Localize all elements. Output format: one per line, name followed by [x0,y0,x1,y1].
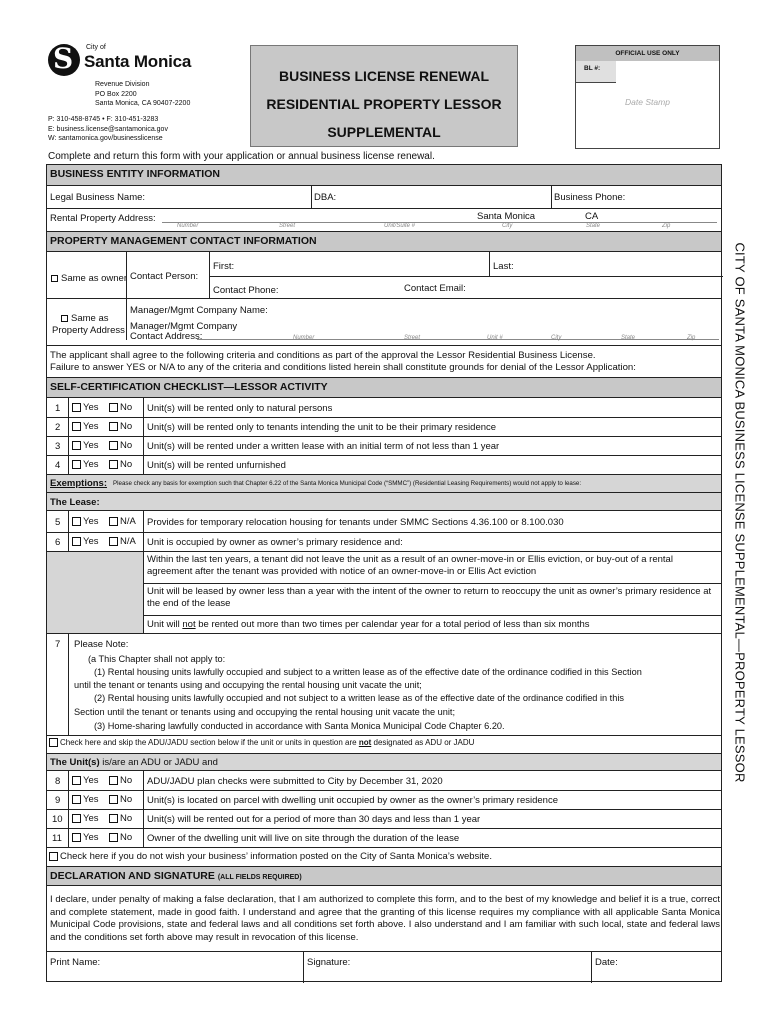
item5-na-checkbox[interactable]: N/A [109,516,136,527]
legal-name-field[interactable]: Legal Business Name: [50,192,146,203]
signature-field[interactable]: Signature: [307,957,351,968]
logo-name: Santa Monica [84,52,192,71]
contact-info: P: 310-458-8745 • F: 310-451-3283 E: business.license@santamonica.gov W: santamonica.gov/businesslicense [48,116,168,142]
item4-yes-checkbox[interactable]: Yes [72,459,99,470]
item6-condition-2: Unit will be leased by owner less than a year with the intent of the owner to return to reoccupy the unit as owner’s primary residence at the end of the lease [147,586,712,609]
date-field[interactable]: Date: [595,957,618,968]
declaration-text: I declare, under penalty of making a false declaration, that I am authorized to complete this form, and to the best of my knowledge and belief it is a true, correct and complete statement, made in good faith. I understand and agree that the granting of this license requires my compliance with all applicable Santa Monica Municipal Code provisions, state and federal laws and all conditions set forth above. I also understand and I am familiar with such local, state and federal laws and the conditions set forth above may result in revocation of this license. [50,894,720,943]
item10-no-checkbox[interactable]: No [109,813,132,824]
rental-city-value: Santa Monica [477,211,536,222]
no-website-post-checkbox[interactable]: Check here if you do not wish your business’ information posted on the City of Santa Monica’s website. [49,851,492,862]
item9-yes-checkbox[interactable]: Yes [72,794,99,805]
adu-skip-checkbox[interactable]: Check here and skip the ADU/JADU section below if the unit or units in question are not designated as ADU or JADU [49,738,474,747]
instruction-text: Complete and return this form with your application or annual business license renewal. [48,151,435,162]
same-as-property-checkbox[interactable]: Same as [61,313,109,324]
item8-text: ADU/JADU plan checks were submitted to City by December 31, 2020 [147,776,443,787]
manager-address-field[interactable]: Contact Address: [130,331,203,342]
last-name-field[interactable]: Last: [493,261,514,272]
business-phone-field[interactable]: Business Phone: [554,192,626,203]
section-declaration: DECLARATION AND SIGNATURE (ALL FIELDS REQUIRED) [47,866,721,886]
adu-heading: The Unit(s) is/are an ADU or JADU and [50,757,218,768]
note-heading: Please Note: [74,639,129,650]
item5-yes-checkbox[interactable]: Yes [72,516,99,527]
item9-text: Unit(s) is located on parcel with dwelling unit occupied by owner as the owner’s primary residence [147,795,558,806]
item11-yes-checkbox[interactable]: Yes [72,832,99,843]
lease-label: The Lease: [50,497,100,508]
exemptions-label: Exemptions: [50,478,108,489]
revenue-address: Revenue Division PO Box 2200 Santa Monica, CA 90407-2200 [95,81,191,107]
item10-text: Unit(s) will be rented out for a period of more than 30 days and less than 1 year [147,814,481,825]
item2-no-checkbox[interactable]: No [109,421,132,432]
item3-text: Unit(s) will be rented under a written lease with an initial term of not less than 1 year [147,441,500,452]
print-name-field[interactable]: Print Name: [50,957,101,968]
first-name-field[interactable]: First: [213,261,235,272]
section-property-management: PROPERTY MANAGEMENT CONTACT INFORMATION [47,231,721,252]
item5-text: Provides for temporary relocation housing for tenants under SMMC Sections 4.36.100 or 8.100.030 [147,517,564,528]
item1-yes-checkbox[interactable]: Yes [72,402,99,413]
item6-condition-3: Unit will not be rented out more than two times per calendar year for a total period of less than six months [147,619,590,630]
property-address-label: Property Address [52,325,125,336]
section-self-certification: SELF-CERTIFICATION CHECKLIST—LESSOR ACTIVITY [47,377,721,398]
agreement-text-2: Failure to answer YES or N/A to any of the criteria and conditions listed herein shall constitute grounds for denial of the Lessor Application: [50,362,636,373]
item6-yes-checkbox[interactable]: Yes [72,536,99,547]
item4-text: Unit(s) will be rented unfurnished [147,460,286,471]
same-as-owner-checkbox[interactable]: Same as owner [51,273,127,284]
rental-state-value: CA [585,211,599,222]
official-use-box [575,45,720,149]
form-body: BUSINESS ENTITY INFORMATION Legal Business Name: DBA: Business Phone: Rental Property Address: Santa Monica CA Number Street Unit/Suite # City State Zip PROPERTY MANAGEMENT CONTACT INFORMATION Same as owner Contact Person: First: Last: Contact Phone: Contact Email: Same as Property Address Manager/Mgmt Company Name: Manager/Mgmt Company Contact Address: Number Street Unit # City State Zip The applicant shall agree to the following criteria and conditions as part of the approval the Lessor Residential Business License. Failure to answer YES or N/A to any of the criteria and conditions listed herein shall constitute grounds for denial of the Lessor Application: SELF-CERTIFICATION CHECKLIST—LESSOR ACTIVITY 1 Yes No Unit(s) will be rented only to natural persons 2 Yes No Unit(s) will be rented only to tenants intending the unit to be their primary residence 3 Yes No Unit(s) will be rented under a written lease with an initial term of not less than 1 year 4 Yes No Unit(s) will be rented unfurnished Exemptions: Please check any basis for exemption such that Chapter 6.22 of the Santa Monica Municipal Code (“SMMC”) (Residential Leasing Requirements) would not apply to lease: The Lease: 5 Yes N/A Provides for temporary relocation housing for tenants under SMMC Sections 4.36.100 or 8.100.030 6 Yes N/A Unit is occupied by owner as owner’s primary residence and: Within the last ten years, a tenant did not leave the unit as a result of an owner-move-in or Ellis eviction, or buy-out of a rental agreement after the tenant was provided with notice of an owner-move-in or Ellis Act eviction Unit will be leased by owner less than a year with the intent of the owner to return to reoccupy the unit as owner’s primary residence at the end of the lease Unit will not be rented out more than two times per calendar year for a total period of less than six months 7 Please Note: (a This Chapter shall not apply to: (1) Rental housing units lawfully occupied and subject to a written lease as of the effective date of the ordinance codified in this Section until the tenant or tenants using and occupying the rental housing unit vacate the unit; (2) Rental housing units lawfully occupied and not subject to a written lease as of the effective date of the ordinance codified in this Section until the tenant or tenants using and occupying the rental housing unit vacate the unit; (3) Home-sharing lawfully conducted in accordance with Santa Monica Municipal Code Chapter 6.20. Check here and skip the ADU/JADU section below if the unit or units in question are not designated as ADU or JADU The Unit(s) is/are an ADU or JADU and 8 Yes No ADU/JADU plan checks were submitted to City by December 31, 2020 9 Yes No Unit(s) is located on parcel with dwelling unit occupied by owner as the owner’s primary residence 10 Yes No Unit(s) will be rented out for a period of more than 30 days and less than 1 year 11 Yes No Owner of the dwelling unit will live on site through the duration of the lease Check here if you do not wish your business’ information posted on the City of Santa Monica’s website. DECLARATION AND SIGNATURE (ALL FIELDS REQUIRED) I declare, under penalty of making a false declaration, that I am authorized to complete this form, and to the best of my knowledge and belief it is a true, correct and complete statement, made in good faith. I understand and agree that the granting of this license requires my compliance with all applicable Santa Monica Municipal Code provisions, state and federal laws and all conditions set forth above. I also understand and I am familiar with such local, state and federal laws and the conditions set forth above may result in revocation of this license. Print Name: Signature: Date: [46,164,722,982]
form-title: BUSINESS LICENSE RENEWAL RESIDENTIAL PROPERTY LESSOR SUPPLEMENTAL [250,45,518,147]
item4-no-checkbox[interactable]: No [109,459,132,470]
bl-number-label: BL #: [576,61,616,83]
contact-person-label: Contact Person: [130,271,199,282]
item10-yes-checkbox[interactable]: Yes [72,813,99,824]
logo-wave-icon: S [53,42,74,75]
item8-no-checkbox[interactable]: No [109,775,132,786]
official-use-heading: OFFICIAL USE ONLY [576,46,719,61]
contact-phone-field[interactable]: Contact Phone: [213,285,279,296]
item11-text: Owner of the dwelling unit will live on site through the duration of the lease [147,833,460,844]
item6-text: Unit is occupied by owner as owner’s primary residence and: [147,537,403,548]
item2-text: Unit(s) will be rented only to tenants intending the unit to be their primary residence [147,422,497,433]
rental-address-field[interactable]: Rental Property Address: [50,213,156,224]
item3-no-checkbox[interactable]: No [109,440,132,451]
item3-yes-checkbox[interactable]: Yes [72,440,99,451]
item6-condition-1: Within the last ten years, a tenant did not leave the unit as a result of an owner-move-in or Ellis eviction, or buy-out of a rental agreement after the tenant was provided with notice of an owner-move-in or Ellis Act eviction [147,554,673,577]
agreement-text-1: The applicant shall agree to the following criteria and conditions as part of the approval the Lessor Residential Business License. [50,350,596,361]
item1-text: Unit(s) will be rented only to natural persons [147,403,333,414]
contact-email-field[interactable]: Contact Email: [404,283,466,294]
item6-na-checkbox[interactable]: N/A [109,536,136,547]
manager-company-label: Manager/Mgmt Company [130,321,238,332]
item8-yes-checkbox[interactable]: Yes [72,775,99,786]
item11-no-checkbox[interactable]: No [109,832,132,843]
exemptions-text: Please check any basis for exemption such that Chapter 6.22 of the Santa Monica Municipal Code (“SMMC”) (Residential Leasing Requirements) would not apply to lease: [113,480,582,487]
logo-city-of: City of [86,44,106,51]
item2-yes-checkbox[interactable]: Yes [72,421,99,432]
section-business-entity: BUSINESS ENTITY INFORMATION [47,165,721,186]
side-title: CITY OF SANTA MONICA BUSINESS LICENSE SUPPLEMENTAL—PROPERTY LESSOR [732,242,748,783]
item9-no-checkbox[interactable]: No [109,794,132,805]
manager-name-field[interactable]: Manager/Mgmt Company Name: [130,305,268,316]
date-stamp: Date Stamp [625,97,670,107]
item1-no-checkbox[interactable]: No [109,402,132,413]
dba-field[interactable]: DBA: [314,192,337,203]
